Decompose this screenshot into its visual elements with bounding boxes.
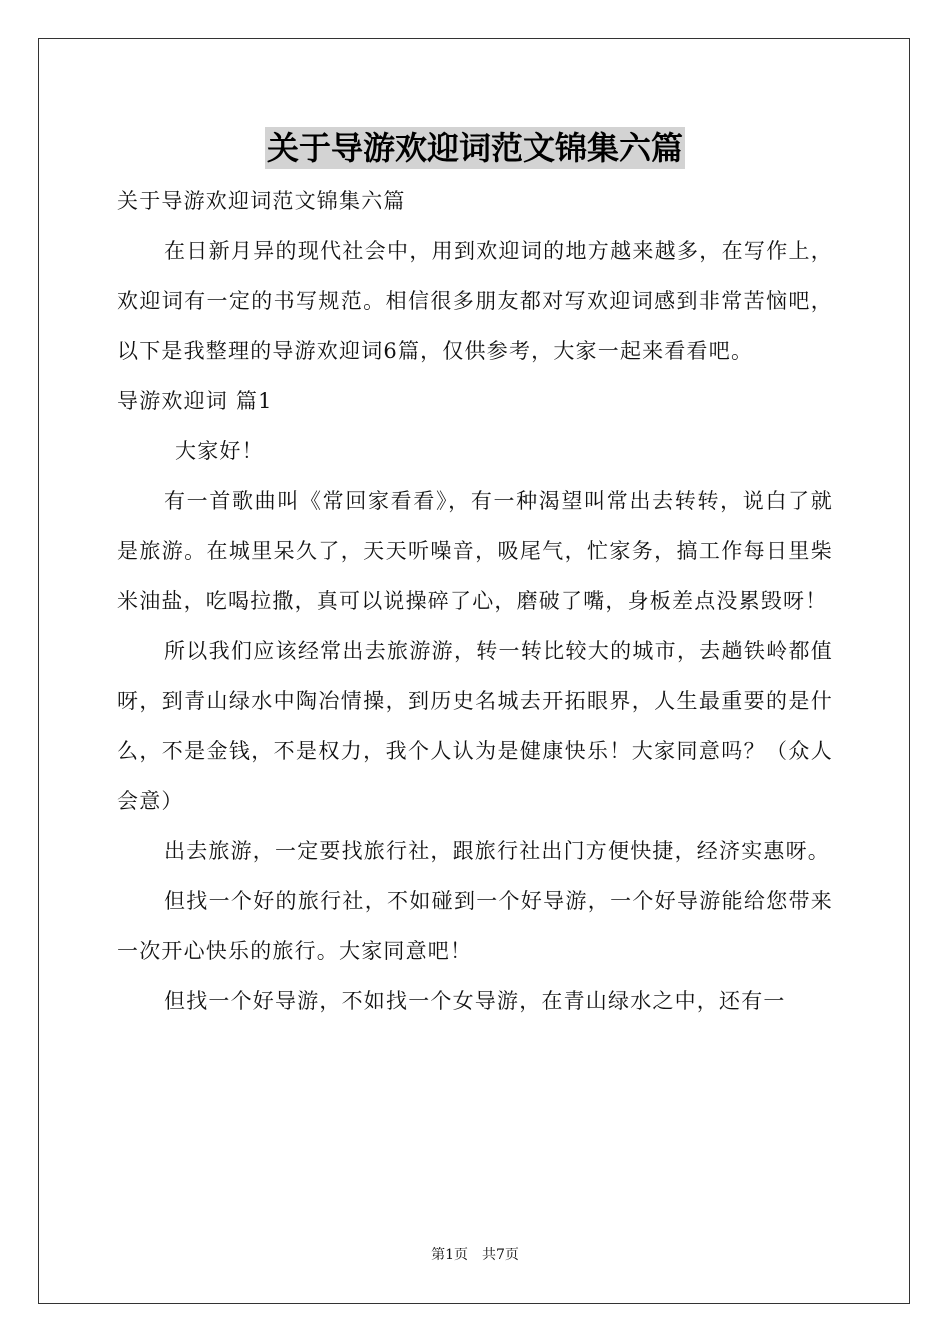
page-number: 第1页 xyxy=(431,1247,468,1263)
title-container xyxy=(0,127,950,169)
greeting-line: 大家好！ xyxy=(175,439,264,463)
section-heading: 导游欢迎词 篇1 xyxy=(117,389,273,413)
intro-paragraph: 在日新月异的现代社会中，用到欢迎词的地方越来越多，在写作上，欢迎词有一定的书写规范。相信很多朋友都对写欢迎词感到非常苦恼吧，以下是我整理的导游欢迎词6篇，仅供参考，大家一起来看看吧。 xyxy=(117,239,833,363)
body-paragraph: 有一首歌曲叫《常回家看看》，有一种渴望叫常出去转转，说白了就是旅游。在城里呆久了，天天听噪音，吸尾气，忙家务，搞工作每日里柴米油盐，吃喝拉撒，真可以说操碎了心，磨破了嘴，身板差点没累毁呀！ xyxy=(117,489,833,613)
document-title: 关于导游欢迎词范文锦集六篇 xyxy=(266,129,683,167)
page-total: 共7页 xyxy=(482,1247,519,1263)
page-footer xyxy=(0,1246,950,1264)
body-paragraph: 但找一个好导游，不如找一个女导游，在青山绿水之中，还有一 xyxy=(164,989,786,1013)
document-body xyxy=(117,176,833,1026)
body-paragraph: 所以我们应该经常出去旅游游，转一转比较大的城市，去趟铁岭都值呀，到青山绿水中陶冶情操，到历史名城去开拓眼界，人生最重要的是什么，不是金钱，不是权力，我个人认为是健康快乐！大家同意吗？（众人会意） xyxy=(117,639,833,813)
subtitle-line: 关于导游欢迎词范文锦集六篇 xyxy=(117,189,406,213)
body-paragraph: 但找一个好的旅行社，不如碰到一个好导游，一个好导游能给您带来一次开心快乐的旅行。大家同意吧！ xyxy=(117,889,833,963)
body-paragraph: 出去旅游，一定要找旅行社，跟旅行社出门方便快捷，经济实惠呀。 xyxy=(164,839,830,863)
